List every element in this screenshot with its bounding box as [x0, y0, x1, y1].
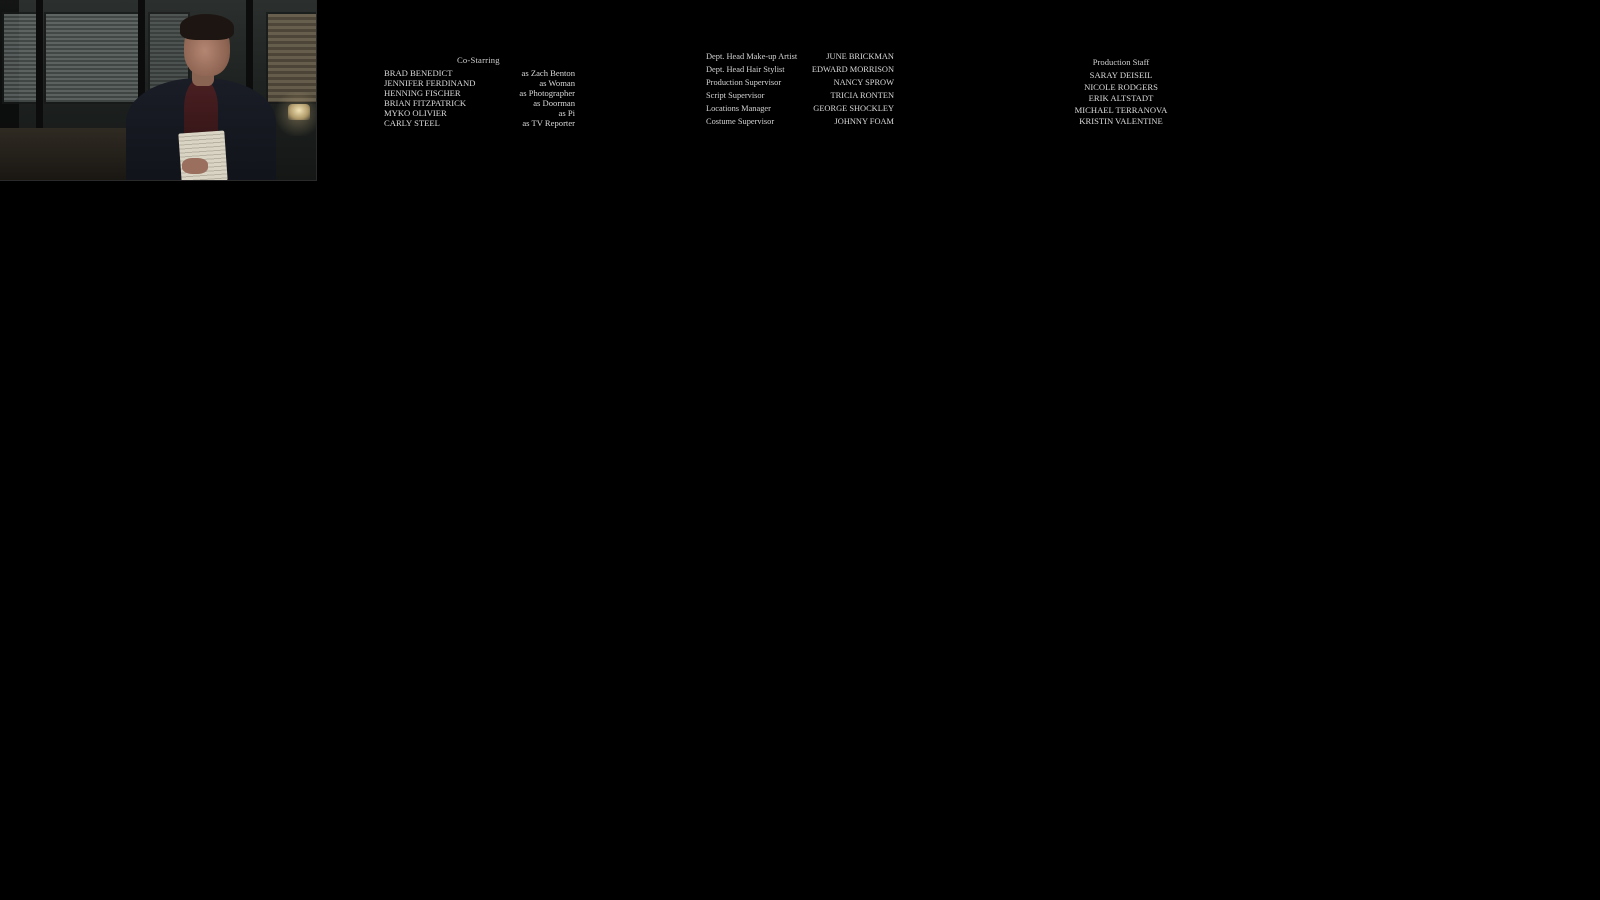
- staff-name: KRISTIN VALENTINE: [1079, 116, 1163, 126]
- costar-role: as Photographer: [519, 88, 575, 98]
- crew-title: Dept. Head Hair Stylist: [706, 65, 785, 74]
- crew-person: GEORGE SHOCKLEY: [813, 104, 894, 113]
- scene-desk: [0, 128, 130, 180]
- crew-title: Locations Manager: [706, 104, 771, 113]
- scene-window: [44, 12, 140, 104]
- costar-name: MYKO OLIVIER: [384, 108, 447, 118]
- crew-row: [706, 91, 894, 103]
- costar-row: [384, 108, 575, 118]
- costar-row: [384, 98, 575, 108]
- crew-person: JOHNNY FOAM: [834, 117, 894, 126]
- crew-row: [706, 78, 894, 90]
- crew-person: JUNE BRICKMAN: [826, 52, 894, 61]
- lamp-icon: [288, 104, 310, 120]
- crew-title: Dept. Head Make-up Artist: [706, 52, 798, 61]
- costar-role: as Woman: [539, 78, 575, 88]
- staff-name: ERIK ALTSTADT: [1088, 93, 1154, 103]
- costar-role: as Doorman: [533, 98, 575, 108]
- video-thumbnail[interactable]: [0, 0, 317, 181]
- crew-row: [706, 65, 894, 77]
- production-staff-heading: Production Staff: [1092, 57, 1150, 67]
- person-hair: [180, 14, 234, 40]
- person-hand: [182, 158, 208, 174]
- costar-name: JENNIFER FERDINAND: [384, 78, 476, 88]
- costar-row: [384, 78, 575, 88]
- costar-role: as Pi: [558, 108, 575, 118]
- crew-row: [706, 117, 894, 129]
- staff-name: SARAY DEISEIL: [1089, 70, 1153, 80]
- crew-title: Script Supervisor: [706, 91, 765, 100]
- costar-row: [384, 118, 575, 128]
- staff-name: MICHAEL TERRANOVA: [1074, 104, 1168, 115]
- crew-title: Costume Supervisor: [706, 117, 775, 126]
- costar-role: as Zach Benton: [521, 68, 575, 78]
- costar-name: BRAD BENEDICT: [384, 68, 453, 78]
- crew-person: TRICIA RONTEN: [830, 91, 894, 100]
- crew-person: NANCY SPROW: [833, 78, 894, 87]
- costar-role: as TV Reporter: [522, 118, 575, 128]
- crew-row: [706, 104, 894, 116]
- newspaper-prop: [178, 130, 227, 181]
- costar-name: CARLY STEEL: [384, 118, 440, 128]
- scene-bookshelf: [266, 12, 317, 104]
- staff-name: NICOLE RODGERS: [1084, 81, 1158, 92]
- costar-row: [384, 88, 575, 98]
- costarring-heading: Co-Starring: [457, 55, 500, 65]
- costar-name: BRIAN FITZPATRICK: [384, 98, 467, 108]
- crew-row: [706, 52, 894, 64]
- costar-name: HENNING FISCHER: [384, 88, 461, 98]
- crew-title: Production Supervisor: [706, 78, 782, 87]
- scene-window: [2, 12, 40, 104]
- crew-person: EDWARD MORRISON: [811, 65, 894, 74]
- costar-row: [384, 68, 575, 78]
- production-staff-block: [1060, 57, 1182, 128]
